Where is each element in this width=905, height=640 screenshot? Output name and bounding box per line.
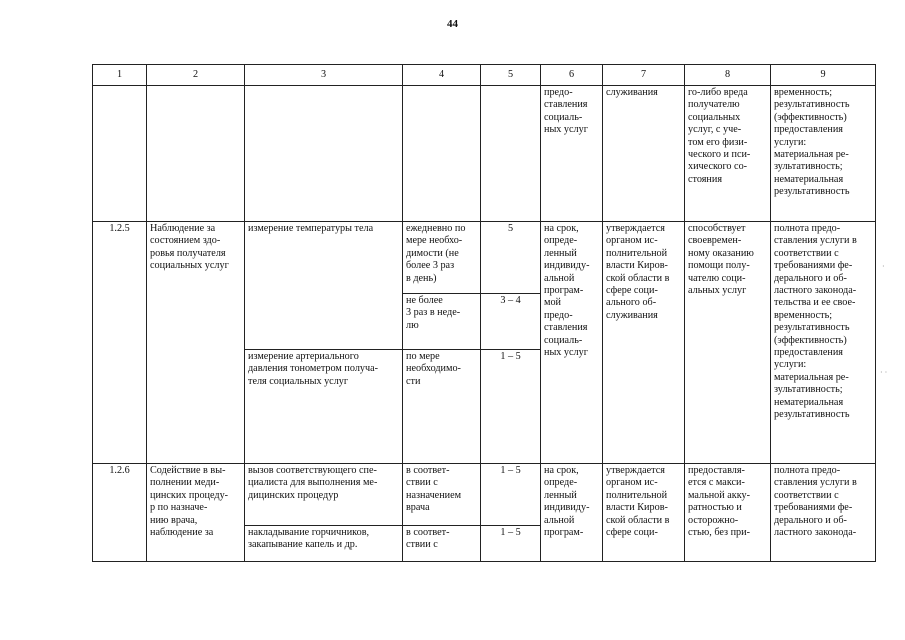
service-units: 1 – 5: [481, 464, 541, 526]
service-name: Содействие в вы- полнении меди- цинских процеду- р по назначе- нию врача, наблюдение за: [147, 464, 245, 562]
service-action: накладывание горчичников, закапывание капель и др.: [245, 526, 403, 562]
service-units: 5: [481, 222, 541, 294]
cont-cell-5: [481, 86, 541, 222]
service-term: на срок, опреде- ленный индивиду- альной програм-: [541, 464, 603, 562]
col-header-1: 1: [93, 65, 147, 86]
service-approval: утверждается органом ис- полнительной власти Киров- ской области в сфере соци- ального об- служивания: [603, 222, 685, 464]
scan-mark: ·: [882, 262, 885, 271]
col-header-9: 9: [771, 65, 876, 86]
cont-conditions: го-либо вреда получателю социальных услуг, с уче- том его физи- ческого и пси- хического со- стояния: [685, 86, 771, 222]
cont-quality: временность; результативность (эффективность) предоставления услуги: материальная ре- зультативность; нематериальная результативность: [771, 86, 876, 222]
row-number: 1.2.5: [93, 222, 147, 464]
service-action: измерение артериального давления тонометром получа- теля социальных услуг: [245, 350, 403, 464]
row-number: 1.2.6: [93, 464, 147, 562]
service-conditions: предоставля- ется с макси- мальной акку- ратностью и осторожно- стью, без при-: [685, 464, 771, 562]
service-quality: полнота предо- ставления услуги в соответствии с требованиями фе- дерального и об- ластного законода-: [771, 464, 876, 562]
service-quality: полнота предо- ставления услуги в соответствии с требованиями фе- дерального и об- ластного законода- тельства и ее свое- временность; результативность (эффективность) предоставления услуги: материальная ре- зультативность; нематериальная результативность: [771, 222, 876, 464]
service-frequency: не более 3 раз в неде- лю: [403, 294, 481, 350]
header-row: [93, 65, 876, 86]
cont-cell-3: [245, 86, 403, 222]
cont-cell-2: [147, 86, 245, 222]
service-action: измерение температуры тела: [245, 222, 403, 350]
cont-cell-1: [93, 86, 147, 222]
col-header-4: 4: [403, 65, 481, 86]
service-conditions: способствует своевремен- ному оказанию помощи полу- чателю соци- альных услуг: [685, 222, 771, 464]
service-frequency: в соответ- ствии с: [403, 526, 481, 562]
cont-term: предо- ставления социаль- ных услуг: [541, 86, 603, 222]
service-frequency: в соответ- ствии с назначением врача: [403, 464, 481, 526]
col-header-5: 5: [481, 65, 541, 86]
service-name: Наблюдение за состоянием здо- ровья получателя социальных услуг: [147, 222, 245, 464]
service-frequency: по мере необходимо- сти: [403, 350, 481, 464]
service-approval: утверждается органом ис- полнительной власти Киров- ской области в сфере соци-: [603, 464, 685, 562]
cont-cell-4: [403, 86, 481, 222]
col-header-7: 7: [603, 65, 685, 86]
col-header-3: 3: [245, 65, 403, 86]
cont-approval: служивания: [603, 86, 685, 222]
service-action: вызов соответствующего спе- циалиста для выполнения ме- дицинских процедур: [245, 464, 403, 526]
col-header-6: 6: [541, 65, 603, 86]
service-frequency: ежедневно по мере необхо- димости (не более 3 раз в день): [403, 222, 481, 294]
continuation-row: [93, 86, 876, 222]
col-header-2: 2: [147, 65, 245, 86]
service-units: 1 – 5: [481, 350, 541, 464]
service-units: 1 – 5: [481, 526, 541, 562]
row-1-2-6-a: [93, 464, 876, 526]
page-number: 44: [447, 18, 458, 30]
services-table: [92, 64, 876, 562]
col-header-8: 8: [685, 65, 771, 86]
scan-mark: · ·: [880, 368, 888, 377]
row-1-2-5-a: [93, 222, 876, 294]
service-units: 3 – 4: [481, 294, 541, 350]
service-term: на срок, опреде- ленный индивиду- альной програм- мой предо- ставления социаль- ных услуг: [541, 222, 603, 464]
